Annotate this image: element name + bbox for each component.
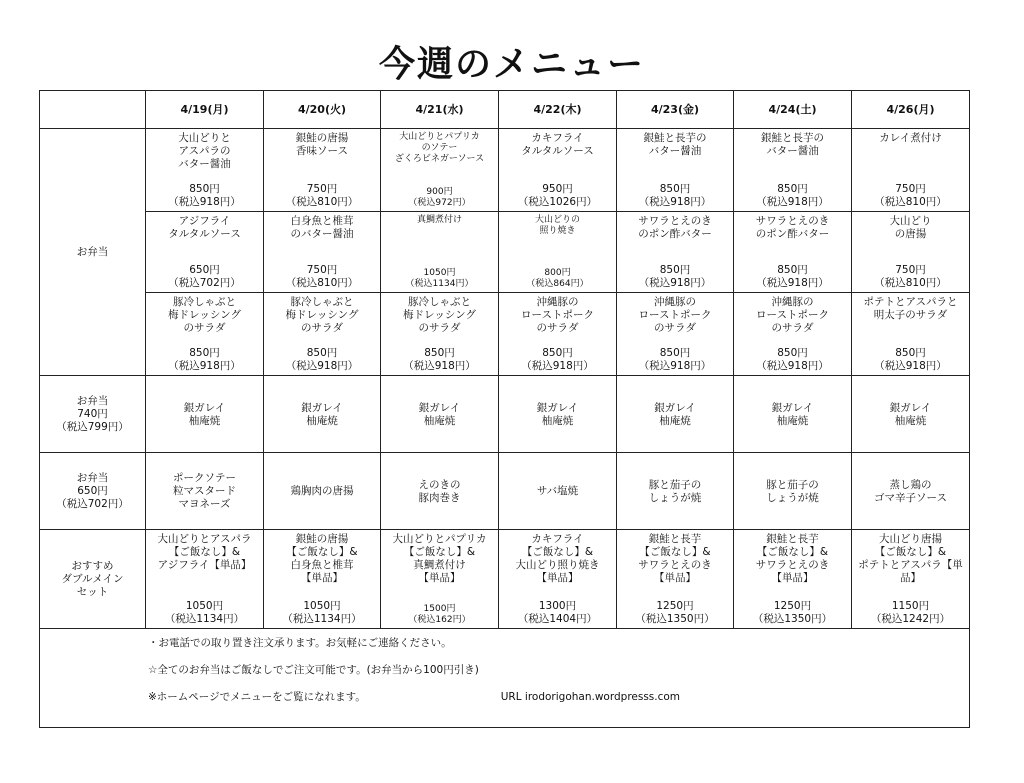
menu-cell [499, 530, 617, 629]
menu-cell [146, 293, 264, 376]
dish-price: 1300円 （税込1404円） [517, 600, 598, 625]
menu-cell [617, 212, 734, 293]
dish-name: 銀ガレイ 柚庵焼 [771, 401, 814, 427]
menu-cell [734, 530, 852, 629]
dish-price: 750円 （税込810円） [874, 183, 947, 208]
menu-cell [734, 293, 852, 376]
row-label: お弁当 740円 （税込799円） [40, 376, 146, 453]
menu-cell [852, 530, 970, 629]
dish-price: 1500円 （税込162円） [408, 604, 471, 625]
dish-price: 850円 （税込918円） [403, 347, 476, 372]
dish-price: 750円 （税込810円） [874, 264, 947, 289]
date-header-row [40, 91, 970, 129]
menu-cell [499, 129, 617, 212]
menu-cell [734, 129, 852, 212]
dish-name: 銀ガレイ 柚庵焼 [536, 401, 579, 427]
dish-price: 850円 （税込918円） [638, 264, 712, 289]
menu-cell [381, 376, 499, 453]
dish-name: 沖縄豚の ローストポーク のサラダ [638, 296, 712, 334]
row-label: おすすめ ダブルメイン セット [40, 530, 146, 629]
menu-row [40, 376, 970, 453]
dish-name: 豚冷しゃぶと 梅ドレッシング のサラダ [168, 296, 241, 334]
menu-cell [146, 212, 264, 293]
dish-name: 大山どり唐揚 【ご飯なし】& ポテトとアスパラ【単 品】 [858, 533, 963, 584]
dish-price: 800円 （税込864円） [526, 268, 589, 289]
dish-name: 沖縄豚の ローストポーク のサラダ [521, 296, 594, 334]
menu-row [40, 530, 970, 629]
dish-name: 銀鮭の唐揚 【ご飯なし】& 白身魚と椎茸 【単品】 [286, 533, 358, 584]
dish-price: 1050円 （税込1134円） [282, 600, 362, 625]
menu-cell [734, 212, 852, 293]
dish-name: 白身魚と椎茸 のバター醤油 [290, 215, 354, 240]
date-header: 4/21(水) [381, 91, 499, 129]
dish-name: 沖縄豚の ローストポーク のサラダ [756, 296, 829, 334]
dish-name: 大山どりとパプリカ 【ご飯なし】& 真鯛煮付け 【単品】 [392, 533, 487, 584]
menu-cell [499, 453, 617, 530]
note-homepage [148, 691, 969, 704]
dish-price: 650円 （税込702円） [168, 264, 241, 289]
date-header: 4/19(月) [146, 91, 264, 129]
dish-name: 銀鮭と長芋 【ご飯なし】& サワラとえのき 【単品】 [755, 533, 830, 584]
menu-cell [381, 530, 499, 629]
dish-name: 蒸し鶏の ゴマ辛子ソース [874, 478, 947, 504]
dish-name: サワラとえのき のポン酢バター [638, 215, 712, 240]
menu-cell [381, 453, 499, 530]
date-header: 4/20(火) [264, 91, 381, 129]
dish-price: 1050円 （税込1134円） [164, 600, 245, 625]
menu-cell [852, 293, 970, 376]
dish-name: 真鯛煮付け [416, 215, 462, 225]
dish-price: 850円 （税込918円） [285, 347, 359, 372]
dish-name: 豚と茄子の しょうが焼 [766, 478, 819, 504]
menu-cell [146, 376, 264, 453]
dish-name: 銀ガレイ 柚庵焼 [889, 401, 932, 427]
corner-cell [40, 91, 146, 129]
menu-cell [734, 453, 852, 530]
dish-price: 1150円 （税込1242円） [870, 600, 951, 625]
dish-name: 豚冷しゃぶと 梅ドレッシング のサラダ [403, 296, 476, 334]
dish-name: カキフライ 【ご飯なし】& 大山どり照り焼き 【単品】 [515, 533, 600, 584]
dish-price: 750円 （税込810円） [285, 264, 359, 289]
dish-price: 850円 （税込918円） [521, 347, 594, 372]
dish-price: 850円 （税込918円） [168, 183, 241, 208]
page-title: 今週のメニュー [378, 44, 645, 85]
row-label: お弁当 650円 （税込702円） [40, 453, 146, 530]
dish-price: 750円 （税込810円） [285, 183, 359, 208]
dish-name: サワラとえのき のポン酢バター [755, 215, 830, 240]
menu-cell [617, 129, 734, 212]
notes-row [40, 629, 970, 728]
menu-cell [146, 530, 264, 629]
menu-cell [264, 376, 381, 453]
menu-cell [264, 129, 381, 212]
menu-cell [381, 129, 499, 212]
dish-name: サバ塩焼 [536, 485, 579, 497]
menu-cell [617, 453, 734, 530]
menu-cell [852, 212, 970, 293]
menu-cell [617, 376, 734, 453]
menu-cell [381, 212, 499, 293]
dish-name: 銀鮭と長芋 【ご飯なし】& サワラとえのき 【単品】 [638, 533, 712, 584]
dish-name: 銀鮭と長芋の バター醤油 [761, 132, 824, 157]
note-homepage-text: ※ホームページでメニューをご覧になれます。 [148, 691, 366, 703]
dish-name: ポテトとアスパラと 明太子のサラダ [863, 296, 958, 321]
menu-cell [499, 293, 617, 376]
dish-name: 大山どりとアスパラ 【ご飯なし】& アジフライ【単品】 [157, 533, 252, 571]
dish-name: ポークソテー 粒マスタード マヨネーズ [173, 472, 236, 510]
menu-cell [852, 129, 970, 212]
dish-name: 大山どりと アスパラの バター醤油 [178, 132, 231, 170]
menu-cell [146, 129, 264, 212]
menu-cell [146, 453, 264, 530]
menu-cell [852, 376, 970, 453]
menu-cell [264, 453, 381, 530]
menu-cell [381, 293, 499, 376]
dish-name: 銀ガレイ 柚庵焼 [301, 401, 343, 427]
menu-cell [264, 212, 381, 293]
dish-name: 銀ガレイ 柚庵焼 [418, 401, 461, 427]
dish-price: 1250円 （税込1350円） [752, 600, 833, 625]
dish-name: 銀ガレイ 柚庵焼 [183, 401, 226, 427]
menu-row [40, 453, 970, 530]
dish-price: 850円 （税込918円） [756, 347, 829, 372]
date-header: 4/22(木) [499, 91, 617, 129]
dish-price: 1050円 （税込1134円） [405, 268, 474, 289]
dish-name: 豚と茄子の しょうが焼 [648, 478, 702, 504]
dish-price: 850円 （税込918円） [168, 347, 241, 372]
menu-row [40, 293, 970, 376]
menu-cell [617, 293, 734, 376]
dish-name: アジフライ タルタルソース [168, 215, 241, 240]
dish-price: 850円 （税込918円） [638, 347, 712, 372]
dish-price: 900円 （税込972円） [408, 187, 471, 208]
date-header: 4/23(金) [617, 91, 734, 129]
dish-name: カキフライ タルタルソース [521, 132, 594, 157]
dish-name: 大山どりの 照り焼き [534, 215, 580, 236]
homepage-url: URL irodorigohan.wordpresss.com [500, 691, 681, 703]
dish-price: 1250円 （税込1350円） [635, 600, 715, 625]
row-label: お弁当 [40, 129, 146, 376]
dish-price: 850円 （税込918円） [874, 347, 947, 372]
dish-name: 銀鮭の唐揚 香味ソース [295, 132, 349, 157]
menu-row [40, 212, 970, 293]
dish-name: 大山どりとパプリカ のソテー ざくろビネガーソース [394, 132, 485, 164]
menu-cell [264, 530, 381, 629]
dish-name: 銀ガレイ 柚庵焼 [654, 401, 696, 427]
menu-cell [852, 453, 970, 530]
notes-cell [40, 629, 970, 728]
dish-price: 950円 （税込1026円） [517, 183, 598, 208]
dish-price: 850円 （税込918円） [638, 183, 712, 208]
menu-row [40, 129, 970, 212]
note-phone-order: ・お電話での取り置き注文承ります。お気軽にご連絡ください。 [148, 637, 452, 649]
date-header: 4/24(土) [734, 91, 852, 129]
menu-cell [617, 530, 734, 629]
dish-price: 850円 （税込918円） [756, 264, 829, 289]
dish-name: 大山どり の唐揚 [889, 215, 932, 240]
dish-price: 850円 （税込918円） [756, 183, 829, 208]
menu-cell [264, 293, 381, 376]
dish-name: 豚冷しゃぶと 梅ドレッシング のサラダ [285, 296, 359, 334]
dish-name: カレイ煮付け [879, 132, 942, 144]
date-header: 4/26(月) [852, 91, 970, 129]
dish-name: 銀鮭と長芋の バター醤油 [643, 132, 707, 157]
menu-cell [499, 212, 617, 293]
menu-cell [499, 376, 617, 453]
dish-name: えのきの 豚肉巻き [418, 478, 461, 504]
menu-cell [734, 376, 852, 453]
dish-name: 鶏胸肉の唐揚 [290, 485, 354, 497]
note-no-rice: ☆全てのお弁当はご飯なしでご注文可能です。(お弁当から100円引き) [148, 664, 479, 676]
weekly-menu-table [39, 90, 970, 728]
